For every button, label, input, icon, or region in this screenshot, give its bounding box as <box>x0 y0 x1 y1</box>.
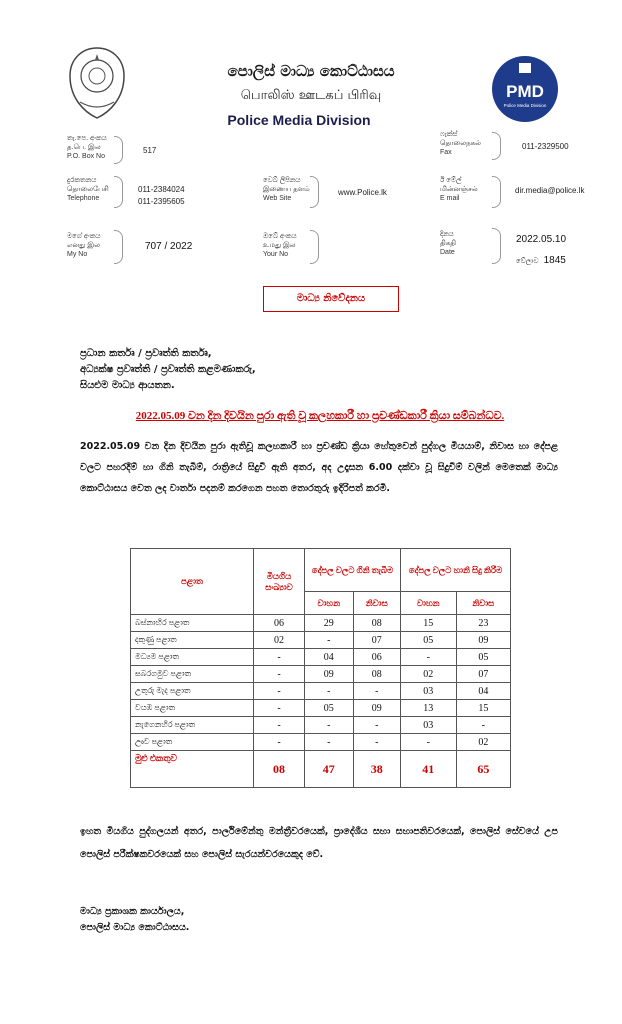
cell-deaths: - <box>254 717 305 734</box>
time-label: වේලාව <box>516 258 539 265</box>
row-region: වයඹ පළාත <box>131 700 254 717</box>
table-row <box>131 666 511 683</box>
your-no-labels: ඔබේ අංකය உமது இல Your No <box>263 233 297 258</box>
sub-vehicles: වාහන <box>305 592 354 615</box>
cell-damage-vehicles: - <box>400 734 456 751</box>
total-damage-vehicles: 41 <box>400 751 456 788</box>
table-row <box>131 649 511 666</box>
total-label: මුළු එකතුව <box>131 751 254 788</box>
row-region: සබරගමුව පළාත <box>131 666 254 683</box>
svg-text:Police Media Division: Police Media Division <box>503 103 547 108</box>
cell-damage-vehicles: 02 <box>400 666 456 683</box>
table-row <box>131 734 511 751</box>
cell-damage-houses: 05 <box>456 649 510 666</box>
total-deaths: 08 <box>254 751 305 788</box>
cell-deaths: - <box>254 700 305 717</box>
signature-block <box>80 904 189 936</box>
cell-fire-vehicles: - <box>305 632 354 649</box>
cell-deaths: 02 <box>254 632 305 649</box>
table-row <box>131 700 511 717</box>
header-deaths: මියගිය සංඛ්‍යාව <box>254 549 305 615</box>
total-damage-houses: 65 <box>456 751 510 788</box>
website-labels: වෙබ් ලිපිනය இணைய தளம் Web Site <box>263 177 310 202</box>
website-value[interactable]: www.Police.lk <box>338 188 387 197</box>
my-no-value: 707 / 2022 <box>145 241 193 252</box>
table-row <box>131 615 511 632</box>
cell-deaths: - <box>254 683 305 700</box>
cell-fire-houses: 09 <box>353 700 400 717</box>
notice-title: මාධ්‍ය නිවේදනය <box>263 286 399 312</box>
cell-damage-houses: 04 <box>456 683 510 700</box>
sub-houses: නිවාස <box>353 592 400 615</box>
incident-table <box>130 548 511 788</box>
cell-deaths: 06 <box>254 615 305 632</box>
cell-fire-vehicles: - <box>305 683 354 700</box>
table-row <box>131 683 511 700</box>
po-box-labels: තැ.පෙ. අංකය த.பெ. இல P.O. Box No <box>67 135 107 160</box>
cell-damage-houses: 02 <box>456 734 510 751</box>
brace <box>492 132 501 160</box>
cell-fire-vehicles: 09 <box>305 666 354 683</box>
cell-damage-vehicles: 03 <box>400 717 456 734</box>
header-title-tamil: பொலிஸ் ஊடகப் பிரிவு <box>240 88 382 103</box>
time-row <box>516 248 566 267</box>
cell-fire-houses: - <box>353 717 400 734</box>
notes-paragraph: ඉහත මියගිය පුද්ගලයන් අතර, පාර්ලිමේන්තු මන්ත්‍රීවරයෙක්, ප්‍රාදේශීය සභා සභාපතිවරයෙක්, පොලිස් සේවයේ උප පොලිස් පරීක්ෂකවරයෙක් සහ පොලිස් සැරයන්වරයෙකුද වේ. <box>80 826 558 860</box>
cell-fire-houses: 07 <box>353 632 400 649</box>
table-row <box>131 632 511 649</box>
addressee-line: අධ්‍යක්ෂ ප්‍රවෘත්ති / ප්‍රවෘත්ති කළමණාකරු, <box>80 364 256 375</box>
table-header-row <box>131 549 511 592</box>
time-value: 1845 <box>543 255 566 266</box>
table-row <box>131 717 511 734</box>
date-labels: දිනය திகதி Date <box>440 231 456 256</box>
sub-houses: නිවාස <box>456 592 510 615</box>
row-region: මධ්‍යම පළාත <box>131 649 254 666</box>
cell-damage-vehicles: 05 <box>400 632 456 649</box>
cell-damage-houses: 15 <box>456 700 510 717</box>
cell-damage-houses: - <box>456 717 510 734</box>
cell-damage-vehicles: 15 <box>400 615 456 632</box>
signature-line: මාධ්‍ය ප්‍රකාශක කාර්යාලය, <box>80 906 185 917</box>
brace <box>114 230 123 264</box>
cell-fire-houses: - <box>353 683 400 700</box>
cell-fire-houses: - <box>353 734 400 751</box>
cell-fire-houses: 08 <box>353 666 400 683</box>
fax-value: 011-2329500 <box>522 142 569 151</box>
table-body <box>131 615 511 751</box>
header-title-sinhala: පොලිස් මාධ්‍ය කොට්ඨාසය <box>227 62 395 80</box>
cell-fire-vehicles: - <box>305 734 354 751</box>
cell-damage-houses: 23 <box>456 615 510 632</box>
subject-line: 2022.05.09 වන දින දිවයින පුරා ඇති වූ කලහකාරී හා ප්‍රචණ්ඩකාරී ක්‍රියා සම්බන්ධව. <box>135 410 505 422</box>
police-seal-logo <box>66 46 128 120</box>
cell-fire-houses: 08 <box>353 615 400 632</box>
email-value[interactable]: dir.media@police.lk <box>515 186 585 195</box>
addressee-line: සියළුම මාධ්‍ය ආයතන. <box>80 380 175 391</box>
row-region: බස්නාහිර පළාත <box>131 615 254 632</box>
cell-damage-houses: 07 <box>456 666 510 683</box>
cell-fire-houses: 06 <box>353 649 400 666</box>
table-total-row <box>131 751 511 788</box>
cell-deaths: - <box>254 666 305 683</box>
fax-labels: ෆැක්ස් தொலைநகல் Fax <box>440 131 481 156</box>
cell-fire-vehicles: 05 <box>305 700 354 717</box>
cell-damage-houses: 09 <box>456 632 510 649</box>
cell-fire-vehicles: 04 <box>305 649 354 666</box>
brace <box>310 230 319 264</box>
telephone-labels: දුරකතනය தொலைபேசி Telephone <box>67 177 109 202</box>
row-region: නැගෙනහිර පළාත <box>131 717 254 734</box>
my-no-labels: මගේ අංකය எனது இல My No <box>67 233 101 258</box>
header-region: පළාත <box>131 549 254 615</box>
total-fire-vehicles: 47 <box>305 751 354 788</box>
addressee-line: ප්‍රධාන කර්තෘ / ප්‍රවෘත්ති කර්තෘ, <box>80 348 212 359</box>
total-fire-houses: 38 <box>353 751 400 788</box>
cell-fire-vehicles: 29 <box>305 615 354 632</box>
signature-line: පොලිස් මාධ්‍ය කොට්ඨාසය. <box>80 922 190 933</box>
body-paragraph: 2022.05.09 වන දින දිවයින පුරා ඇතිවූ කලහකාරී හා ප්‍රචණ්ඩ ක්‍රියා හේතුවෙන් පුද්ගල මියයාම්, නිවාස හා දේපළ වලට පහරදීම් හා ගිනි තැබීම්, රාත්‍රියේ සිදුවී ඇති අතර, අද උදෑසන 6.00 දක්වා වූ සිදුවීම් වලින් මෙතෙක් මාධ්‍ය කොට්ඨාසය වෙත ලද වාර්තා පදනම් කරගෙන පහත තොරතුරු ඉදිරිපත් කරමි. <box>80 441 558 494</box>
row-region: උතුරු මැද පළාත <box>131 683 254 700</box>
sub-vehicles: වාහන <box>400 592 456 615</box>
brace <box>310 176 319 208</box>
brace <box>492 228 501 264</box>
row-region: ඌව පළාත <box>131 734 254 751</box>
date-value: 2022.05.10 <box>516 234 567 245</box>
email-labels: ඊ මේල් மின்னஞ்சல் E mail <box>440 177 478 202</box>
cell-damage-vehicles: 13 <box>400 700 456 717</box>
cell-deaths: - <box>254 649 305 666</box>
addressee-block <box>80 346 256 394</box>
cell-fire-vehicles: - <box>305 717 354 734</box>
header-title-english: Police Media Division <box>227 112 371 128</box>
svg-text:PMD: PMD <box>506 82 544 101</box>
row-region: දකුණු පළාත <box>131 632 254 649</box>
pmd-logo <box>491 55 559 123</box>
brace <box>114 136 123 164</box>
cell-deaths: - <box>254 734 305 751</box>
cell-damage-vehicles: - <box>400 649 456 666</box>
telephone-values: 011-2384024 011-2395605 <box>138 185 185 206</box>
header-fire: දේපල වලට ගිනි තැබීම <box>305 549 401 592</box>
cell-damage-vehicles: 03 <box>400 683 456 700</box>
po-box-value: 517 <box>143 146 157 155</box>
brace <box>492 176 501 208</box>
header-damage: දේපල වලට හානි සිදු කිරීම <box>400 549 510 592</box>
brace <box>114 176 123 208</box>
